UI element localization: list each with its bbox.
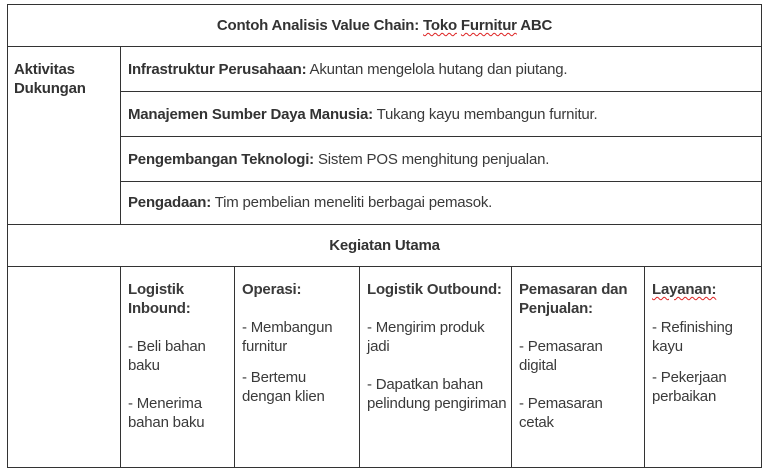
column-heading: Pemasaran dan Penjualan: [519,281,628,317]
row-text: Tukang kayu membangun furnitur. [372,106,598,123]
support-row [128,150,758,169]
row-text: Akuntan mengelola hutang dan piutang. [306,61,568,78]
primary-column-operations [242,280,357,406]
table-border [7,467,762,468]
table-border [120,181,762,182]
column-heading: Logistik Inbound: [128,281,191,317]
primary-column-outbound [367,280,509,413]
column-heading: Layanan: [652,281,717,298]
row-text: Sistem POS menghitung penjualan. [313,151,550,168]
row-heading: Manajemen Sumber Daya Manusia: [128,106,373,123]
table-border [511,266,512,467]
column-item: - Menerima bahan baku [128,395,205,431]
column-item: - Pemasaran cetak [519,395,603,431]
table-border [120,266,121,467]
primary-column-marketing [519,280,643,432]
primary-column-inbound [128,280,232,432]
column-heading: Operasi: [242,281,302,298]
column-item: - Mengirim produk jadi [367,319,485,355]
column-item: - Dapatkan bahan pelindung pengiriman [367,376,507,412]
column-item: - Bertemu dengan klien [242,369,325,405]
table-border [644,266,645,467]
support-row [128,193,758,212]
table-border [120,136,762,137]
title-word: Furnitur [460,17,517,34]
support-activities-label: Aktivitas Dukungan [14,61,86,97]
table-border [7,224,762,225]
row-heading: Pengembangan Teknologi: [128,151,314,168]
table-border [234,266,235,467]
column-item: - Beli bahan baku [128,338,206,374]
column-item: - Refinishing kayu [652,319,733,355]
primary-activities-label: Kegiatan Utama [329,237,440,254]
column-heading: Logistik Outbound: [367,281,502,298]
column-item: - Pemasaran digital [519,338,603,374]
primary-column-service [652,280,760,406]
row-heading: Pengadaan: [128,194,212,211]
support-row [128,105,758,124]
table-border [359,266,360,467]
table-border [120,91,762,92]
title-word: Toko [423,17,457,34]
table-title [7,16,762,35]
column-item: - Membangun furnitur [242,319,333,355]
row-text: Tim pembelian meneliti berbagai pemasok. [211,194,493,211]
column-item: - Pekerjaan perbaikan [652,369,727,405]
title-text: Contoh Analisis Value Chain: [216,17,424,34]
row-heading: Infrastruktur Perusahaan: [128,61,307,78]
support-row [128,60,758,79]
table-border [120,46,121,224]
title-text: ABC [516,17,553,34]
table-border [7,4,762,5]
